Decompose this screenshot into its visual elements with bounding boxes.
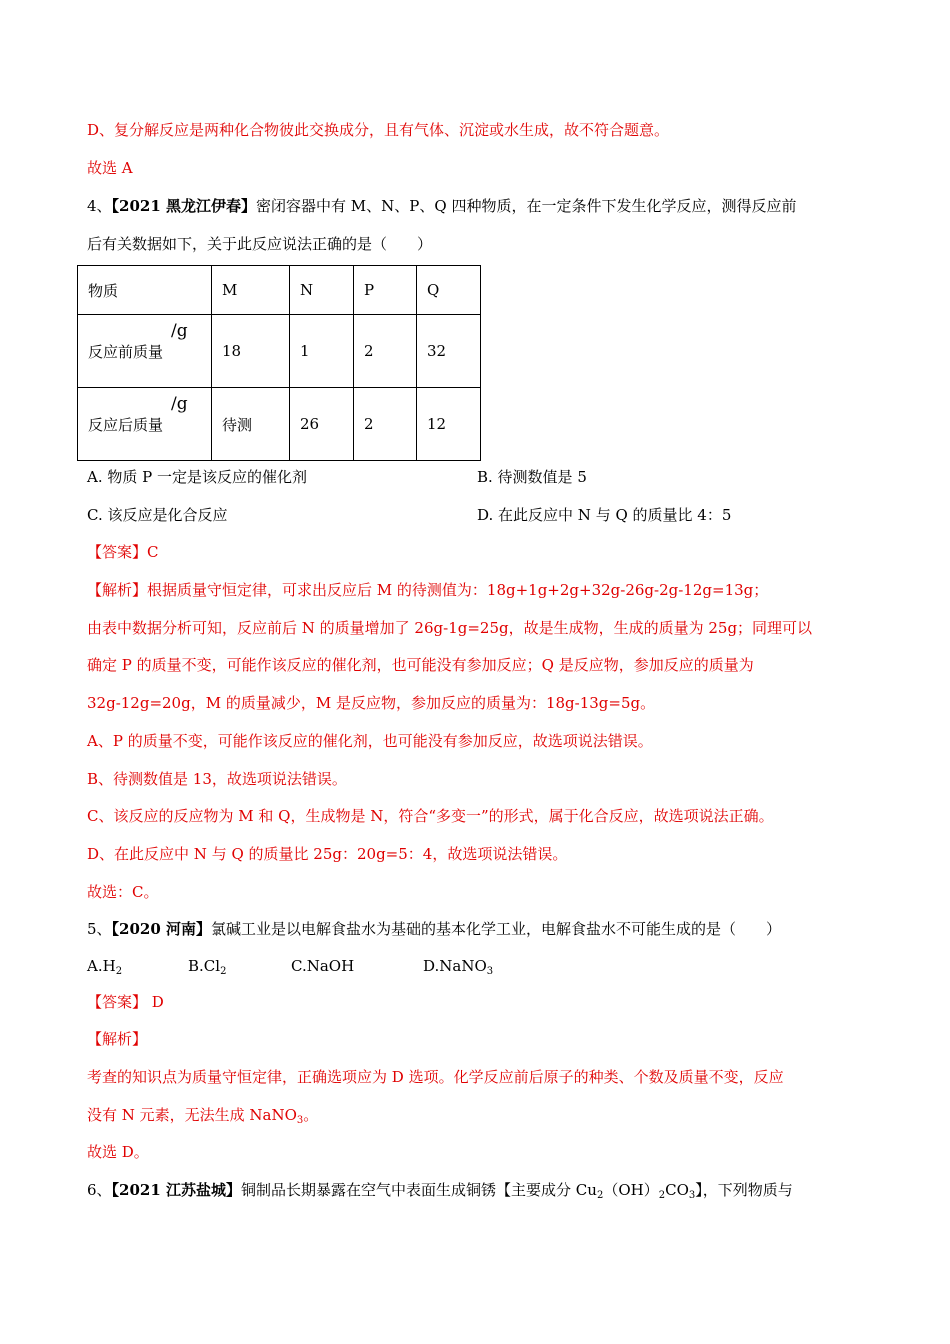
- table-cell: 18: [212, 315, 290, 388]
- q5-option-d: D.NaNO$_3$: [423, 957, 494, 977]
- q5-analysis-line: 考查的知识点为质量守恒定律，正确选项应为 D 选项。化学反应前后原子的种类、个数及质量不变，反应: [87, 1068, 784, 1086]
- table-cell: [78, 388, 212, 461]
- q5-option-b: $B.Cl_2$: [188, 957, 227, 977]
- table-cell: P: [354, 266, 417, 315]
- option-d: D. 在此反应中 N 与 Q 的质量比 4：5: [477, 506, 732, 524]
- q5-answer: 【答案】 D: [87, 993, 164, 1011]
- answer: 【答案】C: [87, 543, 159, 561]
- unit-label: /g: [171, 321, 188, 341]
- table-cell: N: [290, 266, 354, 315]
- q5-option-c: C.NaOH: [291, 957, 355, 975]
- analysis-line: 由表中数据分析可知，反应前后 N 的质量增加了 26g-1g=25g，故是生成物，生成的质量为 25g；同理可以: [87, 619, 813, 637]
- question-number: 4、: [87, 197, 112, 215]
- table-cell: 1: [290, 315, 354, 388]
- table-cell: 12: [417, 388, 481, 461]
- question-5-stem: [87, 919, 781, 939]
- unit-label: /g: [171, 394, 188, 414]
- q5-analysis-line: 没有 N 元素，无法生成 NaNO$_3$。: [87, 1106, 319, 1126]
- table-cell: 2: [354, 388, 417, 461]
- row-label: 反应后质量: [88, 415, 164, 434]
- analysis-line: B、待测数值是 13，故选项说法错误。: [87, 770, 347, 788]
- table-cell: 32: [417, 315, 481, 388]
- table-cell: M: [212, 266, 290, 315]
- q5-conclusion: 故选 D。: [87, 1143, 149, 1161]
- question-source: 【2020 河南】: [111, 920, 212, 938]
- table-row: [78, 315, 481, 388]
- q5-analysis-title: 【解析】: [87, 1030, 148, 1048]
- question-text: 密闭容器中有 M、N、P、Q 四种物质，在一定条件下发生化学反应，测得反应前: [256, 197, 797, 215]
- question-text: 氯碱工业是以电解食盐水为基础的基本化学工业，电解食盐水不可能生成的是（ ）: [211, 920, 782, 938]
- prev-conclusion: 故选 A: [87, 159, 133, 177]
- table-row: [78, 388, 481, 461]
- analysis-line: 32g-12g=20g，M 的质量减少，M 是反应物，参加反应的质量为：18g-13g=5g。: [87, 694, 656, 712]
- prev-option-d: D、复分解反应是两种化合物彼此交换成分，且有气体、沉淀或水生成，故不符合题意。: [87, 121, 670, 139]
- question-4-stem-cont: 后有关数据如下，关于此反应说法正确的是（ ）: [87, 235, 433, 253]
- table-row: [78, 266, 481, 315]
- analysis-line: 确定 P 的质量不变，可能作该反应的催化剂，也可能没有参加反应；Q 是反应物，参加反应的质量为: [87, 656, 754, 674]
- table-cell: 26: [290, 388, 354, 461]
- row-label: 反应前质量: [88, 342, 164, 361]
- analysis-line: 【解析】根据质量守恒定律，可求出反应后 M 的待测值为：18g+1g+2g+32g-26g-2g-12g=13g；: [87, 581, 769, 599]
- analysis-line: D、在此反应中 N 与 Q 的质量比 25g：20g=5：4，故选项说法错误。: [87, 845, 568, 863]
- question-4-stem: [87, 196, 796, 216]
- data-table: [77, 265, 481, 461]
- analysis-conclusion: 故选：C。: [87, 883, 159, 901]
- table-cell: 物质: [78, 266, 212, 315]
- q5-option-a: $A.H_2$: [87, 957, 123, 977]
- table-cell: 待测: [212, 388, 290, 461]
- question-source: 【2021 黑龙江伊春】: [111, 197, 257, 215]
- table-cell: [78, 315, 212, 388]
- analysis-line: A、P 的质量不变，可能作该反应的催化剂，也可能没有参加反应，故选项说法错误。: [87, 732, 653, 750]
- option-c: C. 该反应是化合反应: [87, 506, 228, 524]
- option-a: A. 物质 P 一定是该反应的催化剂: [87, 468, 307, 486]
- analysis-line: C、该反应的反应物为 M 和 Q，生成物是 N，符合“多变一”的形式，属于化合反应，故选项说法正确。: [87, 807, 774, 825]
- question-number: 5、: [87, 920, 112, 938]
- question-number: 6、: [87, 1181, 112, 1199]
- table-cell: 2: [354, 315, 417, 388]
- question-6-stem: 6、【2021 江苏盐城】铜制品长期暴露在空气中表面生成铜锈【主要成分 $Cu_2(OH)_2CO_3$】，下列物质与: [87, 1181, 793, 1201]
- table-cell: Q: [417, 266, 481, 315]
- question-source: 【2021 江苏盐城】: [111, 1181, 242, 1199]
- option-b: B. 待测数值是 5: [477, 468, 587, 486]
